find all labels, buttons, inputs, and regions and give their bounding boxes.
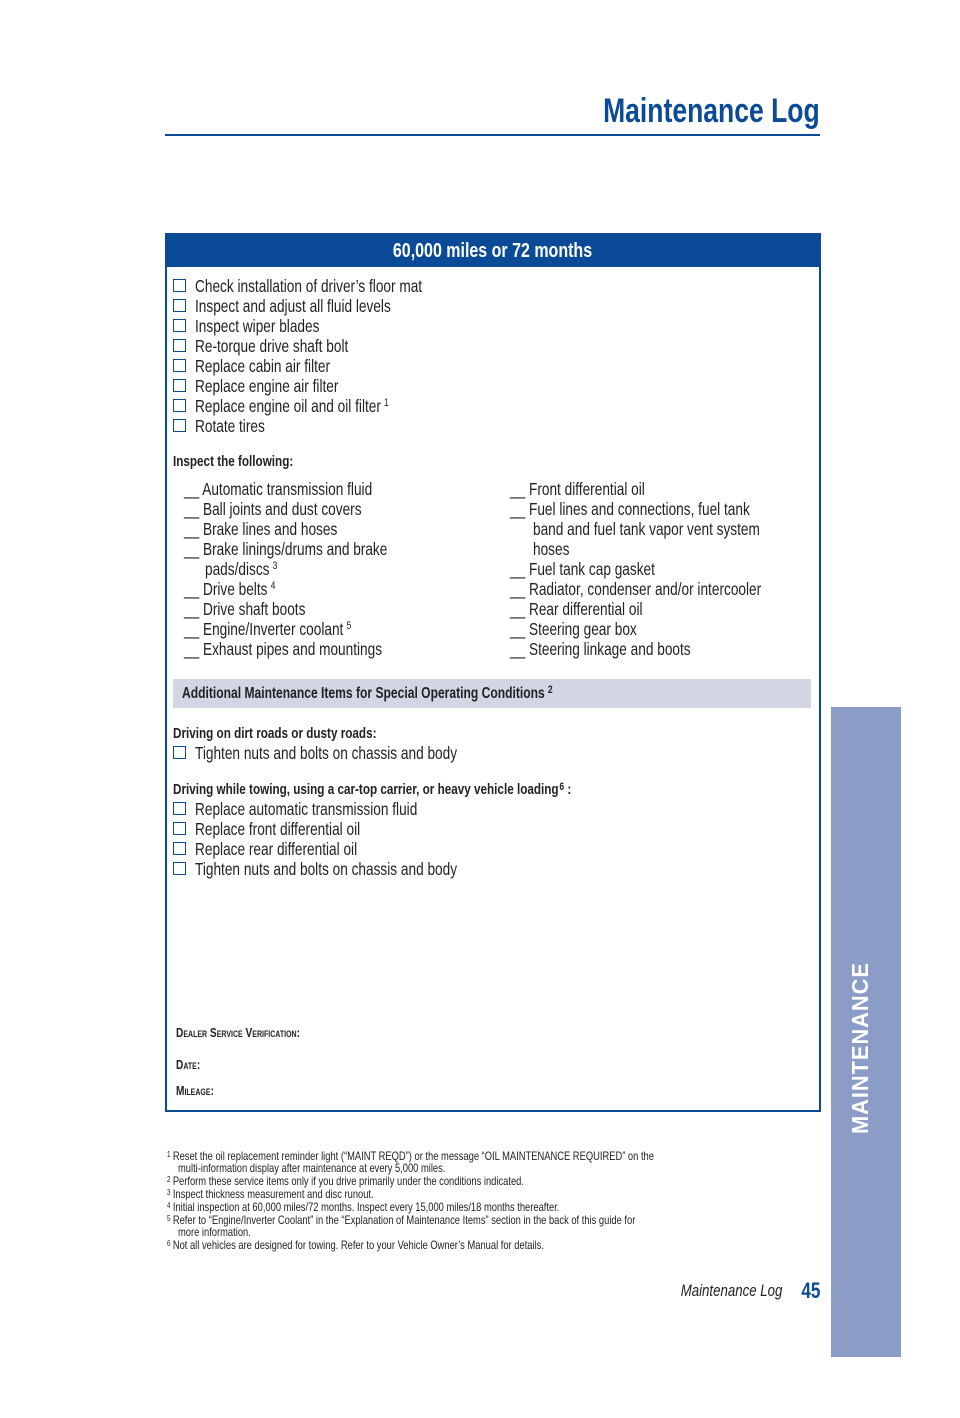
maintenance-interval-box: 60,000 miles or 72 months Check installation of driver’s floor mat Inspect and adjust all fluid levels Inspect wiper blades Re-torque drive shaft bolt Replace cabin air filter Replace engine air filter Replace engine oil and oil filter $^1$ Rotate tires Inspect the following: __ Automatic transmission fluid __ Ball joints and dust covers __ Brake lines and hoses __ Brake linings/drums and brake pads/discs $^3$ __ Drive belts $^4$ __ Drive shaft boots __ Engine/Inverter coolant $^5$ __ Exhaust pipes and mountings __ Front differential oil __ Fuel lines and connections, fuel tank band and fuel tank vapor vent system hoses __ Fuel tank cap gasket __ Radiator, condenser and/or intercooler __ Rear differential oil __ Steering gear box __ Steering linkage and boots Additional Maintenance Items for Special Operating Conditions $^2$ Driving on dirt roads or dusty roads: Tighten nuts and bolts on chassis and body Driving while towing, using a car-top carrier, or heavy vehicle loading$^6$ : Replace automatic transmission fluid Replace front differential oil Replace rear differential oil Tighten nuts and bolts on chassis and body Dealer Service Verification: Date: Mileage:	[165, 233, 821, 1112]
dirt-roads-heading: Driving on dirt roads or dusty roads:	[173, 725, 377, 742]
checkbox[interactable]	[173, 279, 186, 292]
checkbox[interactable]	[173, 399, 186, 412]
inspect-item: __ Drive belts $^4$	[184, 579, 276, 599]
footnote-ref: 1	[384, 397, 389, 409]
footnote: $^5$ Refer to “Engine/Inverter Coolant” in the “Explanation of Maintenance Items” section in the back of this guide for	[167, 1213, 636, 1227]
inspect-item: __ Brake lines and hoses	[184, 519, 338, 539]
inspect-item: __ Fuel tank cap gasket	[510, 559, 655, 579]
footnote-ref: 2	[547, 684, 553, 696]
checkbox[interactable]	[173, 822, 186, 835]
checkbox[interactable]	[173, 746, 186, 759]
checkbox[interactable]	[173, 379, 186, 392]
footnote: $^2$ Perform these service items only if you drive primarily under the conditions indicated.	[167, 1174, 524, 1188]
inspect-item: band and fuel tank vapor vent system	[533, 519, 760, 539]
footnote: $^4$ Initial inspection at 60,000 miles/72 months. Inspect every 15,000 miles/18 months thereafter.	[167, 1200, 560, 1214]
checkbox[interactable]	[173, 802, 186, 815]
checkbox[interactable]	[173, 319, 186, 332]
footnote: $^3$ Inspect thickness measurement and disc runout.	[167, 1187, 374, 1201]
inspect-item: __ Drive shaft boots	[184, 599, 306, 619]
towing-heading: Driving while towing, using a car-top carrier, or heavy vehicle loading$^6$ :	[173, 781, 572, 798]
inspect-item: pads/discs $^3$	[205, 559, 278, 579]
footnote-ref: 5	[346, 620, 352, 632]
inspect-heading: Inspect the following:	[173, 453, 294, 470]
footer-section-label: Maintenance Log	[680, 1281, 782, 1300]
footnote: multi-information display after maintenance at every 5,000 miles.	[178, 1161, 446, 1175]
footnote: more information.	[178, 1225, 251, 1239]
inspect-item: __ Front differential oil	[510, 479, 645, 499]
inspect-item: __ Steering linkage and boots	[510, 639, 691, 659]
inspect-item: __ Ball joints and dust covers	[184, 499, 362, 519]
dealer-verification-label: Dealer Service Verification:	[176, 1025, 300, 1040]
checkbox[interactable]	[173, 299, 186, 312]
footnote: $^6$ Not all vehicles are designed for towing. Refer to your Vehicle Owner’s Manual for details.	[167, 1238, 544, 1252]
inspect-item: __ Rear differential oil	[510, 599, 643, 619]
footnote-ref: 6	[559, 781, 565, 793]
footnote-ref: 4	[270, 580, 276, 592]
inspect-item: __ Exhaust pipes and mountings	[184, 639, 383, 659]
special-conditions-band	[173, 679, 811, 708]
date-label: Date:	[176, 1057, 201, 1072]
page-title: Maintenance Log	[603, 92, 820, 130]
special-conditions-heading: Additional Maintenance Items for Special Operating Conditions $^2$	[182, 684, 553, 702]
inspect-item: __ Radiator, condenser and/or intercooler	[510, 579, 762, 599]
footnote: $^1$ Reset the oil replacement reminder light (“MAINT REQD”) or the message “OIL MAINTENANCE REQUIRED” on the	[167, 1149, 654, 1163]
checkbox[interactable]	[173, 842, 186, 855]
mileage-label: Mileage:	[176, 1083, 214, 1098]
checkbox[interactable]	[173, 862, 186, 875]
inspect-item: __ Fuel lines and connections, fuel tank	[510, 499, 750, 519]
checkbox[interactable]	[173, 419, 186, 432]
page-number: 45	[800, 1278, 820, 1303]
inspect-item: hoses	[533, 539, 570, 559]
footnote-ref: 3	[272, 560, 278, 572]
inspect-item: __ Automatic transmission fluid	[184, 479, 373, 499]
inspect-item: __ Engine/Inverter coolant $^5$	[184, 619, 352, 639]
inspect-item: __ Brake linings/drums and brake	[184, 539, 388, 559]
checkbox[interactable]	[173, 359, 186, 372]
interval-header: 60,000 miles or 72 months	[167, 235, 819, 267]
inspect-item: __ Steering gear box	[510, 619, 637, 639]
title-divider	[165, 134, 820, 136]
checkbox[interactable]	[173, 339, 186, 352]
